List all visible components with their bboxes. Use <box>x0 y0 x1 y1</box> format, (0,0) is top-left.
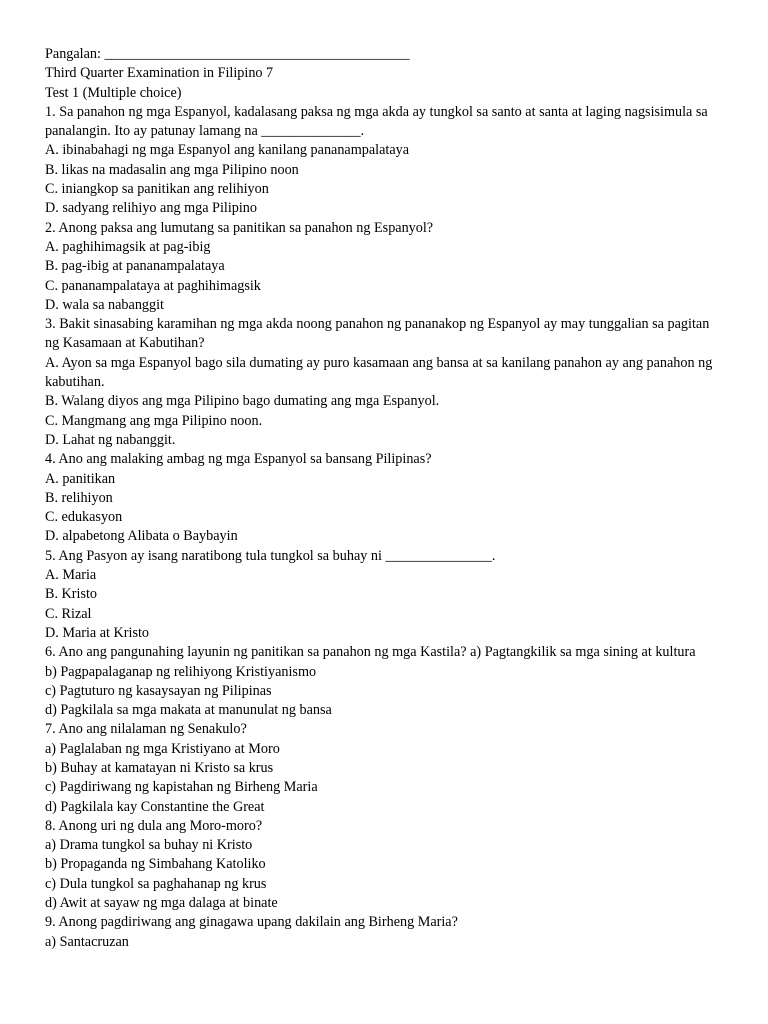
answer-choice: A. Maria <box>45 567 97 584</box>
question-stem: 8. Anong uri ng dula ang Moro-moro? <box>45 817 263 834</box>
answer-choice: B. pag-ibig at pananampalataya <box>45 258 225 275</box>
answer-choice: A. Ayon sa mga Espanyol bago sila dumating ay puro kasamaan ang bansa at sa kanilang panahon ay ang panahon ng kabutihan. <box>45 354 713 391</box>
answer-choice: c) Pagdiriwang ng kapistahan ng Birheng Maria <box>45 779 318 796</box>
answer-choice: D. alpabetong Alibata o Baybayin <box>45 528 238 545</box>
answer-choice: A. panitikan <box>45 470 116 487</box>
answer-choice: a) Drama tungkol sa buhay ni Kristo <box>45 837 253 854</box>
question-stem: 3. Bakit sinasabing karamihan ng mga akda noong panahon ng pananakop ng Espanyol ay may tunggalian sa pagitan ng Kasamaan at Kabutihan? <box>45 316 710 352</box>
answer-choice: c) Pagtuturo ng kasaysayan ng Pilipinas <box>45 682 272 699</box>
question-stem: 7. Ano ang nilalaman ng Senakulo? <box>45 721 247 738</box>
answer-choice: b) Buhay at kamatayan ni Kristo sa krus <box>45 759 274 776</box>
answer-choice: d) Awit at sayaw ng mga dalaga at binate <box>45 895 278 912</box>
question-stem: 4. Ano ang malaking ambag ng mga Espanyol sa bansang Pilipinas? <box>45 451 432 468</box>
answer-choice: D. wala sa nabanggit <box>45 296 164 313</box>
answer-choice: C. pananampalataya at paghihimagsik <box>45 277 261 294</box>
answer-choice: D. Lahat ng nabanggit. <box>45 431 176 448</box>
question-block <box>45 547 725 643</box>
answer-choice: B. likas na madasalin ang mga Pilipino noon <box>45 161 299 178</box>
answer-choice: B. Walang diyos ang mga Pilipino bago dumating ang mga Espanyol. <box>45 393 440 410</box>
question-stem: 2. Anong paksa ang lumutang sa panitikan sa panahon ng Espanyol? <box>45 219 434 236</box>
question-block <box>45 817 725 913</box>
answer-choice: b) Pagpapalaganap ng relihiyong Kristiyanismo <box>45 663 317 680</box>
question-stem: 5. Ang Pasyon ay isang naratibong tula tungkol sa buhay ni _______________. <box>45 547 496 564</box>
answer-choice: d) Pagkilala kay Constantine the Great <box>45 798 265 815</box>
question-list <box>45 103 725 952</box>
answer-choice: C. edukasyon <box>45 509 123 526</box>
question-block <box>45 913 725 952</box>
exam-document <box>45 45 725 952</box>
answer-choice: b) Propaganda ng Simbahang Katoliko <box>45 856 266 873</box>
name-line: Pangalan: ___________________________________________ <box>45 46 410 62</box>
test-label: Test 1 (Multiple choice) <box>45 84 182 101</box>
answer-choice: d) Pagkilala sa mga makata at manunulat ng bansa <box>45 702 332 719</box>
answer-choice: c) Dula tungkol sa paghahanap ng krus <box>45 875 267 892</box>
answer-choice: A. paghihimagsik at pag-ibig <box>45 238 211 255</box>
answer-choice: a) Santacruzan <box>45 933 129 950</box>
question-block <box>45 315 725 450</box>
answer-choice: C. iniangkop sa panitikan ang relihiyon <box>45 181 269 198</box>
question-block <box>45 450 725 546</box>
answer-choice: A. ibinabahagi ng mga Espanyol ang kanilang pananampalataya <box>45 142 410 159</box>
question-block <box>45 103 725 219</box>
exam-title: Third Quarter Examination in Filipino 7 <box>45 65 274 82</box>
answer-choice: a) Paglalaban ng mga Kristiyano at Moro <box>45 740 280 757</box>
answer-choice: C. Rizal <box>45 605 92 622</box>
question-stem: 6. Ano ang pangunahing layunin ng panitikan sa panahon ng mga Kastila? a) Pagtangkilik sa mga sining at kultura <box>45 644 696 661</box>
answer-choice: D. sadyang relihiyo ang mga Pilipino <box>45 200 257 217</box>
question-block <box>45 219 725 315</box>
answer-choice: D. Maria at Kristo <box>45 624 150 641</box>
question-stem: 9. Anong pagdiriwang ang ginagawa upang dakilain ang Birheng Maria? <box>45 914 458 931</box>
answer-choice: C. Mangmang ang mga Pilipino noon. <box>45 412 263 429</box>
question-stem: 1. Sa panahon ng mga Espanyol, kadalasang paksa ng mga akda ay tungkol sa santo at santa at laging nagsisimula sa panalangin. Ito ay patunay lamang na ______________. <box>45 103 708 140</box>
answer-choice: B. Kristo <box>45 586 98 603</box>
question-block <box>45 643 725 720</box>
question-block <box>45 720 725 816</box>
answer-choice: B. relihiyon <box>45 489 113 506</box>
